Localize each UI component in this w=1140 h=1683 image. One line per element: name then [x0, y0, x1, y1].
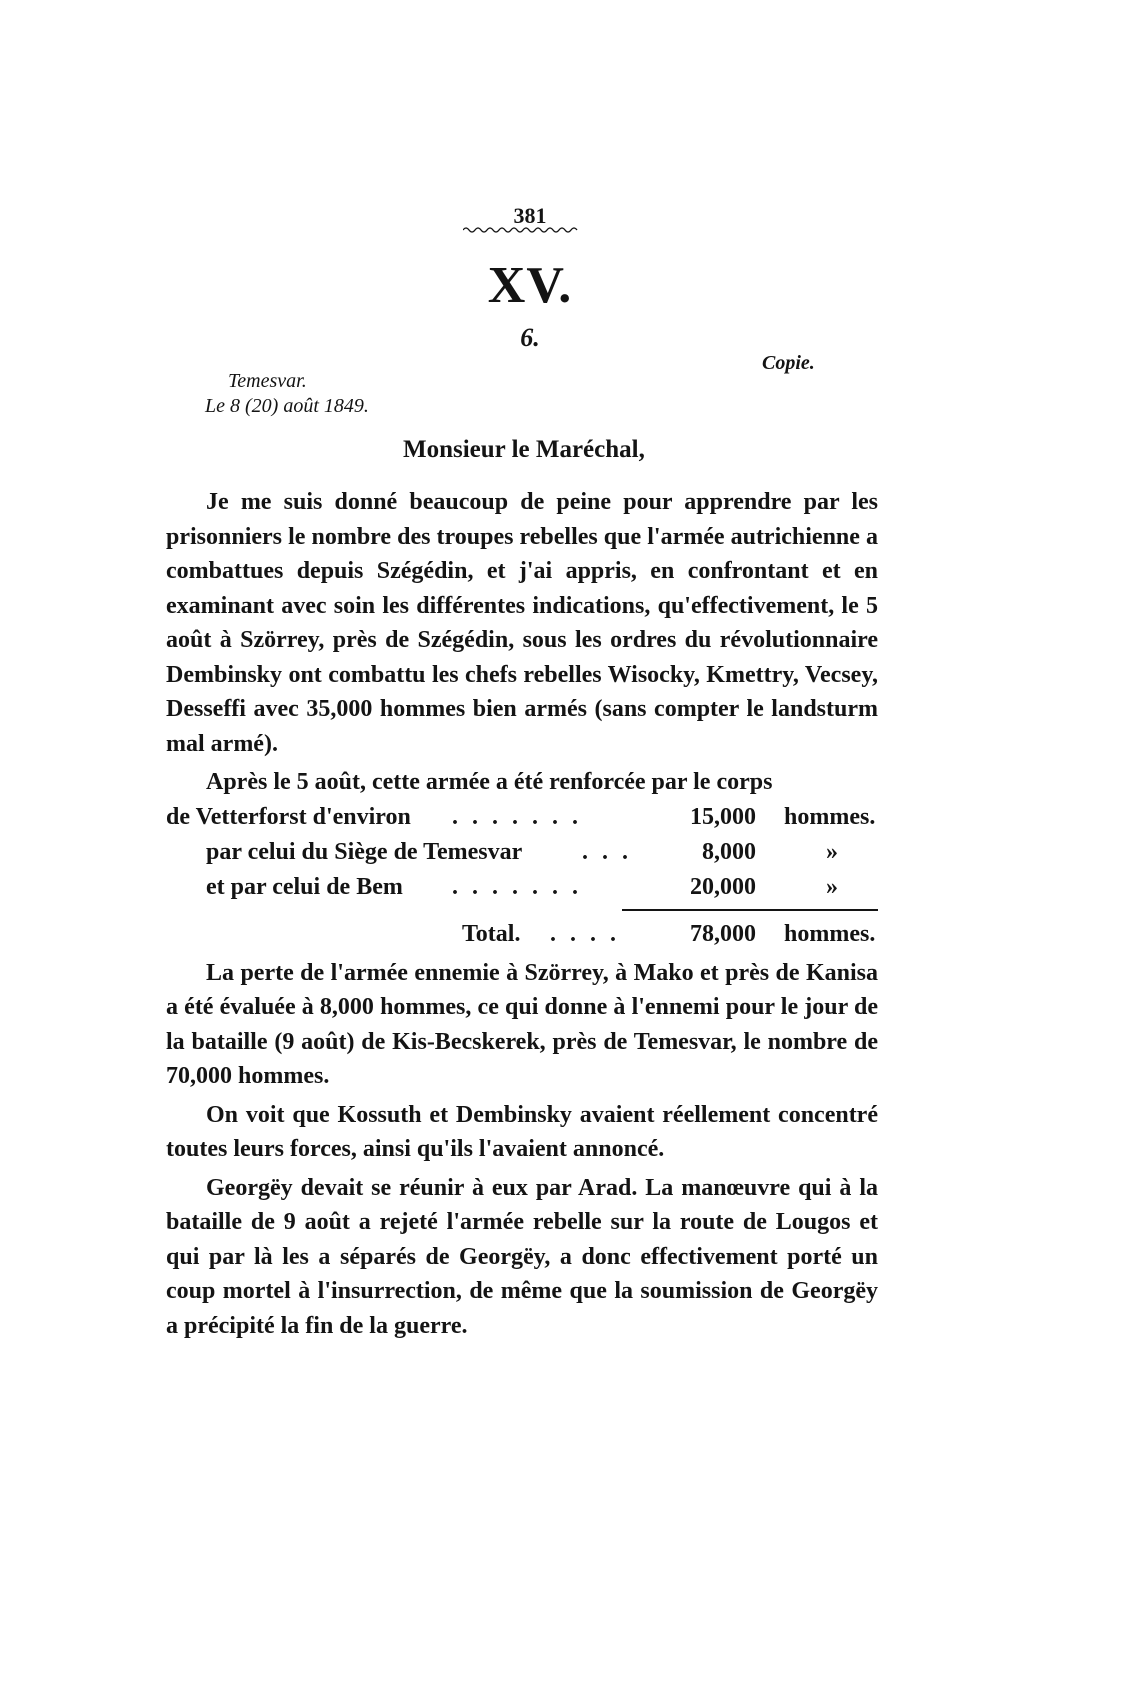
copy-label: Copie. [762, 352, 815, 374]
tally-row [166, 870, 878, 905]
tally-amount: 20,000 [690, 873, 756, 900]
tally-row [166, 835, 878, 870]
paragraph-4: On voit que Kossuth et Dembinsky avaient réellement concentré toutes leurs forces, ainsi qu'ils l'avaient annoncé. [166, 1101, 878, 1162]
tally-dot-leader: ... [582, 838, 642, 865]
troop-tally [166, 800, 878, 952]
section-subnumber: 6. [520, 323, 540, 352]
salutation: Monsieur le Maréchal, [403, 436, 645, 463]
page-number: 381 [513, 203, 547, 228]
letter-place: Temesvar. [228, 370, 307, 392]
tally-dot-leader: .... [550, 920, 630, 947]
page-number-ornament [463, 226, 579, 234]
section-numeral: XV. [487, 257, 573, 314]
tally-unit: hommes. [784, 803, 876, 830]
paragraph-3: La perte de l'armée ennemie à Szörrey, à Mako et près de Kanisa a été évaluée à 8,000 hommes, ce qui donne à l'ennemi pour le jour de la bataille (9 août) de Kis-Becskerek, près de Temesvar, le nombre de 70,000 hommes. [166, 959, 878, 1089]
tally-amount: 15,000 [690, 803, 756, 830]
tally-unit: » [826, 873, 838, 900]
tally-dot-leader: ....... [452, 873, 592, 900]
tally-total-label: Total. [462, 920, 521, 947]
tally-unit: » [826, 838, 838, 865]
tally-total-amount: 78,000 [690, 920, 756, 947]
tally-label: par celui du Siège de Temesvar [206, 838, 523, 865]
tally-label: de Vetterforst d'environ [166, 803, 411, 830]
paragraph-1: Je me suis donné beaucoup de peine pour apprendre par les prisonniers le nombre des troupes rebelles que l'armée autrichienne a combattues depuis Szégédin, et j'ai appris, en confrontant et en examinant avec soin les différentes indications, qu'effectivement, le 5 août à Szörrey, près de Szégédin, sous les ordres du révolutionnaire Dembinsky ont combattu les chefs rebelles Wisocky, Kmettry, Vecsey, Desseffi avec 35,000 hommes bien armés (sans compter le landsturm mal armé). [166, 489, 878, 757]
tally-total-row [166, 917, 878, 952]
total-rule [622, 909, 878, 911]
paragraph-2: Après le 5 août, cette armée a été renforcée par le corps [206, 769, 773, 795]
tally-dot-leader: ....... [452, 803, 592, 830]
paragraph-5: Georgëy devait se réunir à eux par Arad. La manœuvre qui à la bataille de 9 août a rejeté l'armée rebelle sur la route de Lougos et qui par là les a séparés de Georgëy, a donc effectivement porté un coup mortel à l'insurrection, de même que la soumission de Georgëy a précipité la fin de la guerre. [166, 1174, 878, 1339]
tally-total-unit: hommes. [784, 920, 876, 947]
tally-amount: 8,000 [702, 838, 756, 865]
letter-body [166, 485, 878, 1343]
letter-date: Le 8 (20) août 1849. [205, 395, 369, 417]
tally-label: et par celui de Bem [206, 873, 403, 900]
tally-row [166, 800, 878, 835]
